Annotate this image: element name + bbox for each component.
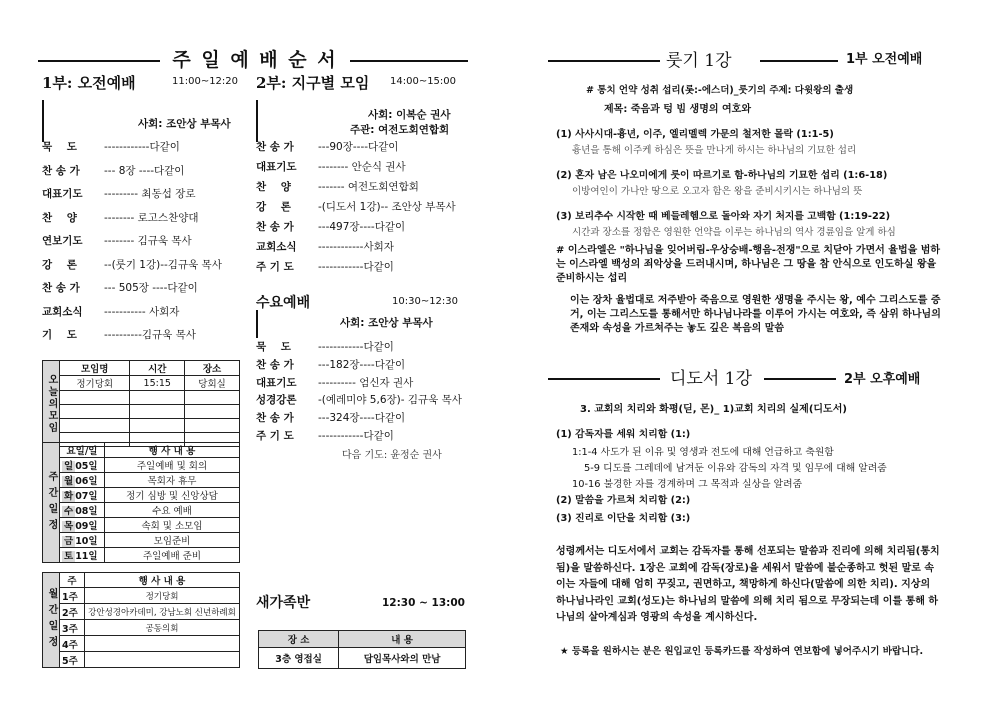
monthly-event bbox=[85, 652, 240, 668]
order-row bbox=[256, 376, 413, 390]
wed-time: 10:30~12:30 bbox=[392, 296, 459, 307]
table-cell: 15:15 bbox=[130, 376, 185, 391]
order-label: 찬 송 가 bbox=[42, 164, 80, 177]
order-label: 찬 송 가 bbox=[256, 141, 294, 153]
service2-heading: 2부: 지구별 모임 bbox=[256, 74, 370, 92]
order-row bbox=[256, 180, 419, 194]
order-label: 연보기도 bbox=[42, 235, 83, 247]
wed-heading: 수요예배 bbox=[256, 295, 311, 311]
order-row bbox=[42, 234, 192, 248]
titus-point: (3) 진리로 이단을 치리함 (3:) bbox=[556, 513, 691, 524]
table-cell bbox=[60, 405, 130, 419]
weekday-name: 수 bbox=[64, 506, 74, 517]
titus-point: (1) 감독자를 세워 치리함 (1:) bbox=[556, 429, 691, 440]
order-value: --------- 최동섭 장로 bbox=[104, 188, 196, 200]
order-row bbox=[42, 328, 196, 342]
order-row bbox=[256, 393, 462, 407]
newfamily-table bbox=[258, 630, 466, 669]
order-value: ------------다같이 bbox=[318, 341, 394, 353]
order-row bbox=[256, 220, 405, 234]
order-label: 찬 송 가 bbox=[42, 282, 80, 294]
order-label: 대표기도 bbox=[42, 188, 83, 200]
order-value: ------------사회자 bbox=[318, 241, 394, 253]
ruth-point-sub: 흉년을 통해 이주케 하심은 뜻을 만나게 하시는 하나님의 기묘한 섭리 bbox=[572, 145, 857, 156]
table-row bbox=[43, 533, 240, 548]
order-row bbox=[42, 211, 199, 225]
order-value: --- 505장 ----다같이 bbox=[104, 282, 198, 294]
title-rule-right bbox=[350, 60, 468, 62]
order-label: 대표기도 bbox=[256, 161, 297, 173]
table-cell bbox=[60, 391, 130, 405]
order-value: ------------다같이 bbox=[318, 261, 394, 273]
titus-service: 2부 오후예배 bbox=[844, 372, 921, 387]
table-row bbox=[43, 376, 240, 391]
weekly-day bbox=[60, 488, 105, 503]
service1-heading: 1부: 오전예배 bbox=[42, 74, 136, 92]
monthly-col-event: 행 사 내 용 bbox=[85, 573, 240, 588]
order-row bbox=[256, 411, 405, 425]
weekly-day bbox=[60, 548, 105, 563]
ruth-point-head: (1) 사사시대-흉년, 이주, 엘리멜렉 가문의 철저한 몰락 (1:1-5) bbox=[556, 129, 834, 140]
table-cell bbox=[60, 419, 130, 433]
newfamily-col-content: 내 용 bbox=[339, 631, 466, 648]
order-label: 기 도 bbox=[42, 329, 77, 341]
weekday-date: 05일 bbox=[75, 461, 98, 472]
order-value: --- 8장 ----다같이 bbox=[104, 164, 185, 177]
registration-notice: ★ 등록을 원하시는 분은 원입교인 등록카드를 작성하여 연보함에 넣어주시기 바랍니다. bbox=[560, 646, 924, 657]
today-side-label: 오늘의모임 bbox=[43, 361, 60, 447]
order-label: 찬 양 bbox=[42, 211, 77, 224]
order-label: 대표기도 bbox=[256, 376, 297, 389]
wed-host: 사회: 조안상 부목사 bbox=[340, 317, 433, 329]
order-value: ----------김규욱 목사 bbox=[104, 329, 196, 341]
order-value: ---182장----다같이 bbox=[318, 358, 406, 371]
weekday-name: 일 bbox=[64, 461, 74, 472]
table-cell bbox=[185, 391, 240, 405]
order-label: 찬 송 가 bbox=[256, 412, 294, 425]
monthly-week: 3주 bbox=[60, 620, 85, 636]
ruth-point-head: (2) 혼자 남은 나오미에게 룻이 따르기로 함-하나님의 기묘한 섭리 (1:6-18) bbox=[556, 170, 888, 181]
order-row bbox=[256, 358, 405, 372]
order-row bbox=[42, 187, 196, 201]
order-label: 교회소식 bbox=[256, 241, 297, 253]
table-row bbox=[43, 652, 240, 668]
order-value: ------------다같이 bbox=[104, 141, 180, 153]
ruth-conclusion: 이는 장차 율법대로 저주받아 죽음으로 영원한 생명을 주시는 왕, 예수 그리스도를 증거, 이는 그리스도를 통해서만 하나님나라를 이루어 가시는 여호와, 즉 삼위 하나님의 존재와 속성을 가르쳐주는 놓도 깊은 복음의 말씀 bbox=[570, 295, 941, 334]
newfamily-time: 12:30 ~ 13:00 bbox=[382, 597, 465, 609]
table-row bbox=[43, 604, 240, 620]
ruth-title: 룻기 1강 bbox=[666, 51, 732, 71]
weekday-name: 화 bbox=[64, 491, 74, 502]
order-value: ---90장----다같이 bbox=[318, 141, 399, 153]
monthly-event bbox=[85, 636, 240, 652]
service1-time: 11:00~12:20 bbox=[172, 76, 239, 87]
order-value: --(룻기 1강)--김규욱 목사 bbox=[104, 258, 222, 271]
order-row bbox=[42, 258, 222, 272]
table-cell: 정기당회 bbox=[60, 376, 130, 391]
service1-bar bbox=[42, 100, 44, 142]
page-title: 주 일 예 배 순 서 bbox=[172, 49, 338, 71]
service2-bar bbox=[256, 100, 258, 142]
weekday-date: 09일 bbox=[75, 521, 98, 532]
service2-host: 사회: 이복순 권사 bbox=[368, 109, 451, 121]
weekday-name: 월 bbox=[64, 476, 74, 487]
order-value: -------- 로고스찬양대 bbox=[104, 211, 199, 224]
table-row bbox=[43, 419, 240, 433]
titus-point: 1:1-4 사도가 된 이유 및 영생과 전도에 대해 언급하고 축원함 bbox=[572, 447, 834, 458]
ruth-rule-left bbox=[548, 60, 660, 62]
table-row bbox=[43, 503, 240, 518]
service2-time: 14:00~15:00 bbox=[390, 76, 457, 87]
order-row bbox=[256, 160, 406, 174]
weekly-day bbox=[60, 518, 105, 533]
order-value: ------- 여전도회연합회 bbox=[318, 181, 419, 193]
table-cell bbox=[185, 419, 240, 433]
ruth-topic: 제목: 죽음과 텅 빔 생명의 여호와 bbox=[604, 104, 751, 115]
monthly-event: 정기당회 bbox=[85, 588, 240, 604]
order-value: -(디도서 1강)-- 조안상 부목사 bbox=[318, 201, 456, 213]
order-label: 주 기 도 bbox=[256, 430, 294, 442]
newfamily-col-place: 장 소 bbox=[259, 631, 339, 648]
table-row bbox=[43, 391, 240, 405]
next-prayer: 다음 기도: 윤정순 권사 bbox=[342, 450, 442, 461]
newfamily-heading: 새가족반 bbox=[256, 595, 311, 611]
titus-topic: 3. 교회의 치리와 화평(딛, 몬)_ 1)교회 치리의 실제(디도서) bbox=[580, 404, 847, 415]
weekly-side-label: 주간일정 bbox=[43, 443, 60, 563]
weekday-name: 토 bbox=[64, 551, 74, 562]
weekly-schedule-table bbox=[42, 442, 240, 563]
order-label: 찬 송 가 bbox=[256, 221, 294, 233]
table-row bbox=[43, 620, 240, 636]
titus-rule-right bbox=[764, 378, 836, 380]
monthly-week: 1주 bbox=[60, 588, 85, 604]
order-value: ---497장----다같이 bbox=[318, 221, 406, 233]
table-row bbox=[43, 636, 240, 652]
weekday-date: 11일 bbox=[75, 551, 98, 562]
title-rule-left bbox=[38, 60, 160, 62]
weekly-event: 수요 예배 bbox=[105, 503, 240, 518]
weekly-event: 주일예배 및 회의 bbox=[105, 458, 240, 473]
order-row bbox=[256, 200, 456, 214]
table-row bbox=[43, 458, 240, 473]
order-value: ---324장----다같이 bbox=[318, 412, 406, 425]
order-value: ----------- 사회자 bbox=[104, 305, 180, 318]
order-row bbox=[256, 260, 394, 274]
order-row bbox=[42, 140, 180, 154]
titus-body: 성령께서는 디도서에서 교회는 감독자를 통해 선포되는 말씀과 진리에 의해 치리됨(통치됨)을 말씀하신다. 1장은 교회에 감독(장로)을 세워서 말씀에 불순종하고 헛된 말로 속이는 자들에 대해 엄히 꾸짖고, 권면하고, 책망하게 하신다(말씀에 의한 치리). 지상의 하나님나라인 교회(성도)는 하나님의 말씀에 의해 치리 됨으로 무장되는데 이를 통해 하나님의 살아계심과 영광의 속성을 계시하신다. bbox=[556, 546, 940, 623]
weekday-date: 08일 bbox=[75, 506, 98, 517]
ruth-point-head: (3) 보리추수 시작한 때 베들레헴으로 돌아와 자기 처지를 고백함 (1:19-22) bbox=[556, 211, 891, 222]
ruth-service: 1부 오전예배 bbox=[846, 52, 923, 67]
weekly-day bbox=[60, 458, 105, 473]
order-label: 교회소식 bbox=[42, 305, 83, 318]
order-label: 묵 도 bbox=[256, 341, 291, 353]
weekly-event: 정기 심방 및 신앙상담 bbox=[105, 488, 240, 503]
service1-host: 사회: 조안상 부목사 bbox=[138, 118, 231, 130]
ruth-point-sub: 시간과 장소를 정함은 영원한 언약을 이루는 하나님의 역사 경륜임을 알게 하심 bbox=[572, 227, 896, 238]
order-label: 강 론 bbox=[42, 258, 77, 271]
today-col-header: 장소 bbox=[185, 361, 240, 376]
monthly-week: 5주 bbox=[60, 652, 85, 668]
monthly-event: 강안성경아카데미, 강남노회 신년하례회 bbox=[85, 604, 240, 620]
monthly-col-week: 주 bbox=[60, 573, 85, 588]
ruth-point-sub: 이방여인이 가나안 땅으로 오고자 함은 왕을 준비시키시는 하나님의 뜻 bbox=[572, 186, 863, 197]
weekday-name: 금 bbox=[64, 536, 74, 547]
today-meetings-table bbox=[42, 360, 240, 447]
order-row bbox=[42, 281, 198, 295]
weekday-date: 07일 bbox=[75, 491, 98, 502]
order-value: ------------다같이 bbox=[318, 430, 394, 442]
weekly-col-day: 요일/일 bbox=[60, 443, 105, 458]
weekly-event: 속회 및 소모임 bbox=[105, 518, 240, 533]
order-label: 성경강론 bbox=[256, 394, 297, 407]
weekday-date: 10일 bbox=[75, 536, 98, 547]
titus-title: 디도서 1강 bbox=[670, 369, 752, 389]
newfamily-content: 담임목사와의 만남 bbox=[339, 648, 466, 669]
ruth-summary: # 통치 언약 성취 섭리(롯:-에스더)_룻기의 주제: 다윗왕의 출생 bbox=[586, 85, 854, 96]
today-col-header: 시간 bbox=[130, 361, 185, 376]
order-row bbox=[256, 240, 394, 254]
table-row bbox=[43, 548, 240, 563]
order-value: -(예레미야 5,6장)- 김규욱 목사 bbox=[318, 394, 462, 407]
weekday-date: 06일 bbox=[75, 476, 98, 487]
titus-point: (2) 말씀을 가르쳐 치리함 (2:) bbox=[556, 495, 691, 506]
table-row bbox=[43, 473, 240, 488]
monthly-schedule-table bbox=[42, 572, 240, 668]
order-label: 강 론 bbox=[256, 201, 291, 213]
table-row bbox=[43, 518, 240, 533]
order-label: 묵 도 bbox=[42, 141, 77, 153]
monthly-week: 4주 bbox=[60, 636, 85, 652]
service2-host2: 주관: 여전도회연합회 bbox=[350, 124, 450, 136]
order-value: -------- 김규욱 목사 bbox=[104, 235, 192, 247]
monthly-event: 공동의회 bbox=[85, 620, 240, 636]
weekly-event: 모임준비 bbox=[105, 533, 240, 548]
order-label: 찬 양 bbox=[256, 181, 291, 193]
order-row bbox=[42, 305, 179, 319]
ruth-rule-right bbox=[760, 60, 838, 62]
weekly-day bbox=[60, 503, 105, 518]
table-cell bbox=[185, 405, 240, 419]
titus-point: 10-16 불경한 자를 경계하며 그 목적과 실상을 알려줌 bbox=[572, 479, 803, 490]
order-row bbox=[42, 164, 184, 178]
order-row bbox=[256, 340, 394, 354]
table-cell bbox=[130, 419, 185, 433]
titus-point: 5-9 디도를 그레데에 남겨둔 이유와 감독의 자격 및 임무에 대해 알려줌 bbox=[584, 463, 887, 474]
monthly-week: 2주 bbox=[60, 604, 85, 620]
table-row bbox=[43, 588, 240, 604]
ruth-note: # 이스라엘은 "하나님을 잊어버림-우상숭배-행음-전쟁"으로 치닫아 가면서 율법을 범하는 이스라엘 백성의 죄악상을 드러내시며, 하나님은 그 땅을 참 안식으로 인도하실 왕을 준비하시는 섭리 bbox=[556, 245, 941, 284]
table-cell bbox=[130, 405, 185, 419]
weekly-day bbox=[60, 533, 105, 548]
weekly-col-event: 행 사 내 용 bbox=[105, 443, 240, 458]
order-label: 주 기 도 bbox=[256, 261, 294, 273]
weekly-event: 목회자 휴무 bbox=[105, 473, 240, 488]
table-row bbox=[43, 488, 240, 503]
order-row bbox=[256, 140, 398, 154]
weekly-event: 주일예배 준비 bbox=[105, 548, 240, 563]
order-row bbox=[256, 429, 394, 443]
weekly-day bbox=[60, 473, 105, 488]
order-value: -------- 안순식 권사 bbox=[318, 161, 406, 173]
order-value: ---------- 엄신자 권사 bbox=[318, 376, 414, 389]
table-cell bbox=[130, 391, 185, 405]
today-col-header: 모임명 bbox=[60, 361, 130, 376]
newfamily-place: 3층 영접실 bbox=[259, 648, 339, 669]
weekday-name: 목 bbox=[64, 521, 74, 532]
order-label: 찬 송 가 bbox=[256, 358, 294, 371]
monthly-side-label: 월간일정 bbox=[43, 573, 60, 668]
titus-rule-left bbox=[548, 378, 660, 380]
table-row bbox=[43, 405, 240, 419]
wed-bar bbox=[256, 310, 258, 338]
table-cell: 당회실 bbox=[185, 376, 240, 391]
